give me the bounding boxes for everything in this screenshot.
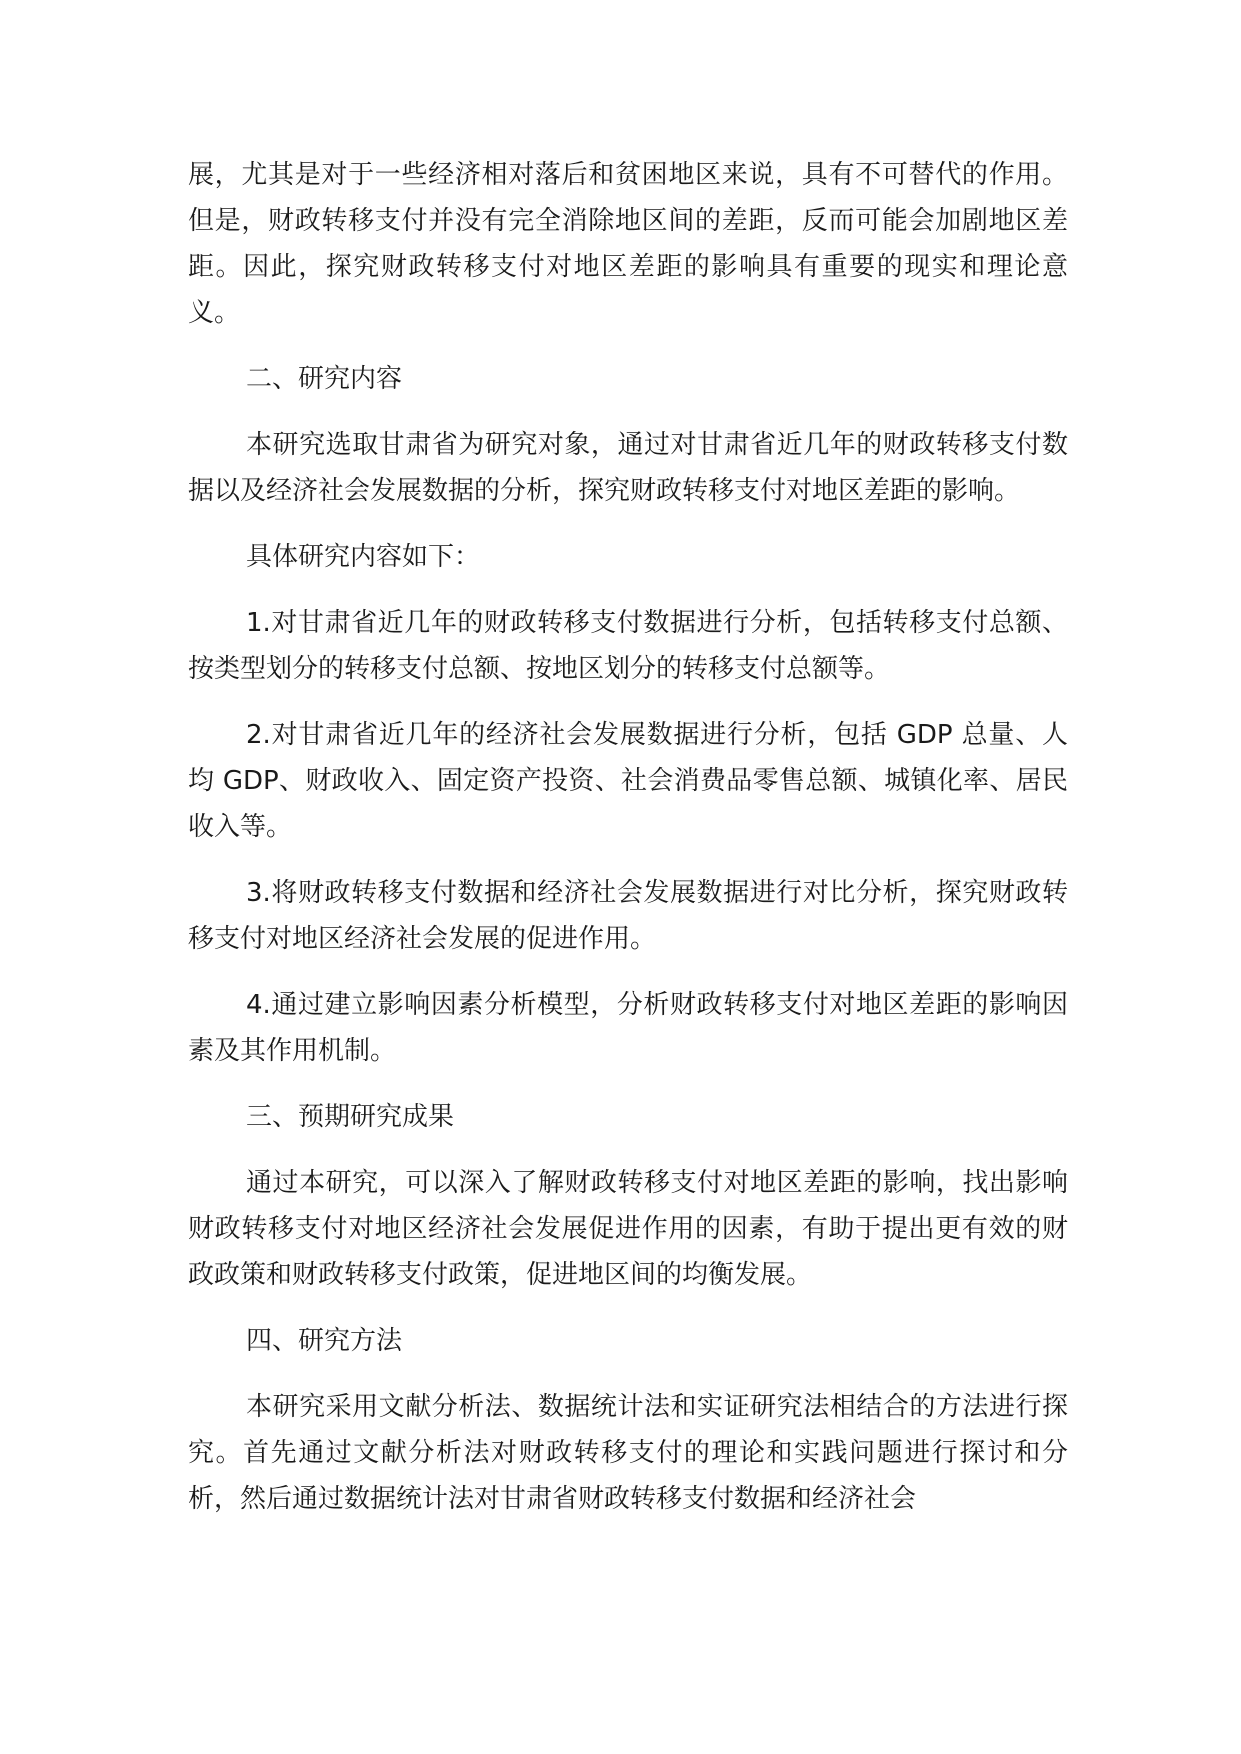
list-item-4: 4.通过建立影响因素分析模型，分析财政转移支付对地区差距的影响因素及其作用机制。 (188, 990, 1068, 1066)
paragraph-research-object: 本研究选取甘肃省为研究对象，通过对甘肃省近几年的财政转移支付数据以及经济社会发展数据的分析，探究财政转移支付对地区差距的影响。 (188, 430, 1068, 506)
section-heading-research-content: 二、研究内容 (246, 364, 403, 394)
section-heading-methods: 四、研究方法 (246, 1326, 403, 1356)
list-item-3: 3.将财政转移支付数据和经济社会发展数据进行对比分析，探究财政转移支付对地区经济社会发展的促进作用。 (188, 878, 1068, 954)
paragraph-expected-results: 通过本研究，可以深入了解财政转移支付对地区差距的影响，找出影响财政转移支付对地区经济社会发展促进作用的因素，有助于提出更有效的财政政策和财政转移支付政策，促进地区间的均衡发展。 (188, 1168, 1068, 1290)
paragraph-methods: 本研究采用文献分析法、数据统计法和实证研究法相结合的方法进行探究。首先通过文献分析法对财政转移支付的理论和实践问题进行探讨和分析，然后通过数据统计法对甘肃省财政转移支付数据和经济社会 (188, 1392, 1068, 1514)
document-body (188, 152, 1068, 1542)
paragraph-intro-continued: 展，尤其是对于一些经济相对落后和贫困地区来说，具有不可替代的作用。但是，财政转移支付并没有完全消除地区间的差距，反而可能会加剧地区差距。因此，探究财政转移支付对地区差距的影响具有重要的现实和理论意义。 (188, 160, 1068, 328)
paragraph-content-intro: 具体研究内容如下： (246, 542, 481, 572)
section-heading-expected-results: 三、预期研究成果 (246, 1102, 455, 1132)
list-item-2: 2.对甘肃省近几年的经济社会发展数据进行分析，包括 GDP 总量、人均 GDP、财政收入、固定资产投资、社会消费品零售总额、城镇化率、居民收入等。 (188, 720, 1068, 842)
list-item-1: 1.对甘肃省近几年的财政转移支付数据进行分析，包括转移支付总额、按类型划分的转移支付总额、按地区划分的转移支付总额等。 (188, 608, 1068, 684)
